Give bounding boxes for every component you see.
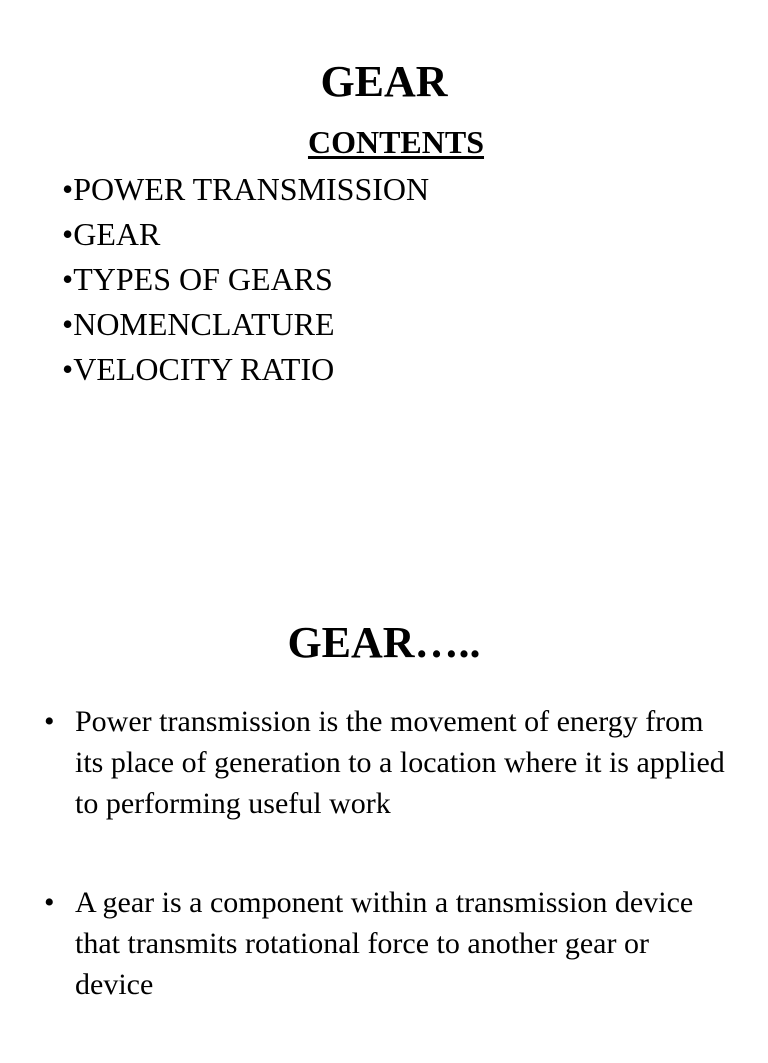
gear-definition-slide <box>0 560 768 1024</box>
contents-item-velocity-ratio: •VELOCITY RATIO <box>62 351 335 387</box>
bullet-icon: • <box>44 705 55 738</box>
definition-text: A gear is a component within a transmission device that transmits rotational force to another gear or device <box>75 886 694 1001</box>
bullet-icon: • <box>44 886 55 919</box>
contents-item-gear: •GEAR <box>62 216 161 252</box>
contents-list <box>62 167 429 392</box>
contents-item-power-transmission: •POWER TRANSMISSION <box>62 171 430 207</box>
definition-text: Power transmission is the movement of energy from its place of generation to a location where it is applied to performing useful work <box>75 705 725 820</box>
definition-item-power-transmission <box>44 701 734 824</box>
contents-heading: CONTENTS <box>307 124 485 160</box>
slide-title: GEAR <box>320 57 448 106</box>
contents-item-nomenclature: •NOMENCLATURE <box>62 306 335 342</box>
definition-item-gear <box>44 882 734 1005</box>
contents-item-types-of-gears: •TYPES OF GEARS <box>62 261 333 297</box>
slide-title: GEAR….. <box>287 618 481 667</box>
definition-list <box>44 701 734 1063</box>
